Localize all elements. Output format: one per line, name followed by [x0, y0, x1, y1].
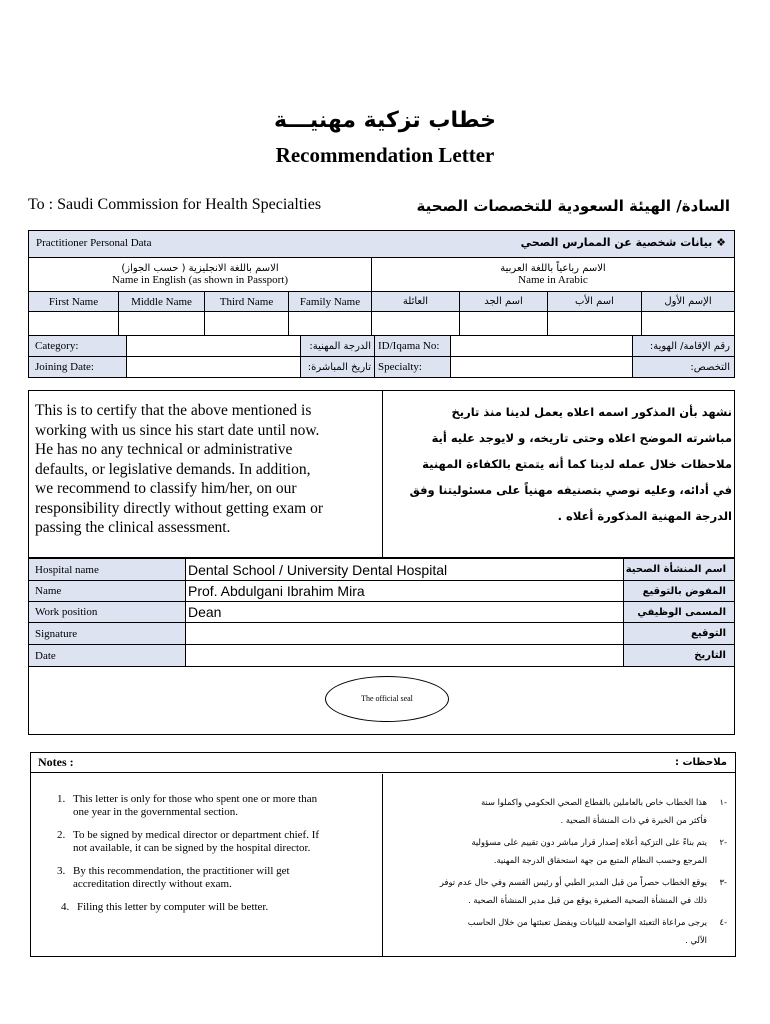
official-seal [325, 676, 449, 722]
signer-name-label: Name [29, 581, 186, 602]
certify-ar-line: مباشرته الموضح اعلاه وحتى تاريخه، و لايوجد عليه أية [431, 431, 732, 445]
father-name-ar-field[interactable] [548, 312, 642, 336]
diamond-bullet-icon: ❖ [716, 236, 726, 249]
family-name-field[interactable] [289, 312, 372, 336]
note-number: 4. [61, 901, 70, 913]
hospital-name-label-ar: اسم المنشأة الصحية [624, 559, 735, 581]
note-number-ar: -٤ [719, 917, 727, 927]
note-line: not available, it can be signed by the hospital director. [73, 842, 311, 854]
note-line-ar: الآلي . [685, 935, 707, 945]
note-item-ar [389, 913, 727, 949]
joining-date-label-ar: تاريخ المباشرة: [301, 357, 375, 378]
note-text [77, 901, 379, 914]
hospital-name-value[interactable]: Dental School / University Dental Hospital [186, 559, 624, 581]
title-english: Recommendation Letter [275, 143, 495, 167]
certify-arabic [387, 399, 732, 529]
certify-ar-line: الدرجة المهنية المذكورة أعلاه . [557, 509, 732, 523]
note-number: 2. [57, 829, 66, 841]
grandfather-name-ar-field[interactable] [460, 312, 548, 336]
certify-en-line: passing the clinical assessment. [35, 519, 231, 536]
notes-divider [382, 774, 383, 956]
name-table [28, 257, 735, 336]
signature-label-ar: التوقيع [624, 623, 735, 645]
note-item [57, 901, 379, 914]
certify-en-line: responsibility directly without getting exam or [35, 499, 323, 517]
note-item [57, 793, 379, 819]
certify-ar-line: في أدائه، وعليه نوصي بتصنيفه مهنياً على مسئوليتنا وفق [409, 483, 732, 497]
note-item-ar [389, 833, 727, 869]
joining-date-field[interactable] [127, 357, 301, 378]
note-text [73, 793, 379, 819]
date-label: Date [29, 645, 186, 667]
third-name-field[interactable] [205, 312, 289, 336]
note-line-ar: يتم بناءً على التزكية أعلاه إصدار قرار مباشر دون تقييم على مسؤولية [471, 837, 707, 847]
first-name-ar-field[interactable] [642, 312, 735, 336]
col-third-name: Third Name [205, 292, 289, 312]
note-text [73, 865, 379, 891]
notes-english [57, 793, 379, 914]
note-line-ar: فأكثر من الخبرة في ذات المنشأة الصحية . [560, 815, 707, 825]
col-middle-name: Middle Name [119, 292, 205, 312]
note-line: Filing this letter by computer will be better. [77, 901, 269, 913]
specialty-field[interactable] [451, 357, 633, 378]
note-line: one year in the governmental section. [73, 806, 238, 818]
note-text-ar [389, 913, 707, 949]
id-label-ar: رقم الإقامة/ الهوية: [633, 336, 735, 357]
col-family-name-ar: العائلة [372, 292, 460, 312]
date-label-ar: التاريخ [624, 645, 735, 667]
category-field[interactable] [127, 336, 301, 357]
notes-heading-en: Notes : [38, 755, 74, 769]
notes-header [31, 753, 735, 773]
note-number-ar: -٢ [719, 837, 727, 847]
note-line: This letter is only for those who spent one or more than [73, 793, 318, 805]
note-number: 1. [57, 793, 66, 805]
certify-en-line: He has no any technical or administrative [35, 441, 293, 458]
work-position-value[interactable]: Dean [186, 602, 624, 623]
note-text [73, 829, 379, 855]
note-number: 3. [57, 865, 66, 877]
note-line: To be signed by medical director or department chief. If [73, 829, 320, 841]
name-english-header-en: Name in English (as shown in Passport) [112, 274, 288, 286]
certify-english [29, 391, 383, 557]
name-arabic-header-ar: الاسم رباعياً باللغة العربية [500, 263, 606, 274]
name-english-header [29, 258, 372, 292]
category-table [28, 335, 735, 378]
note-line: accreditation directly without exam. [73, 878, 232, 890]
category-label-ar: الدرجة المهنية: [301, 336, 375, 357]
work-position-label-ar: المسمى الوظيفي [624, 602, 735, 623]
id-field[interactable] [451, 336, 633, 357]
note-line-ar: المرجع وحسب النظام المتبع من جهة استحقاق الدرجة المهنية. [493, 855, 707, 865]
to-english: To : Saudi Commission for Health Specialties [28, 196, 322, 213]
note-line-ar: يوقع الخطاب حصراً من قبل المدير الطبي أو رئيس القسم وفي حال عدم توفر [439, 877, 707, 887]
certify-en-line: This is to certify that the above mentioned is [35, 402, 312, 419]
title-arabic: خطاب تزكية مهنيـــة [273, 108, 497, 133]
note-item-ar [389, 873, 727, 909]
signature-label: Signature [29, 623, 186, 645]
col-grandfather-name-ar: اسم الجد [460, 292, 548, 312]
joining-date-label: Joining Date: [29, 357, 127, 378]
notes-section [30, 752, 736, 957]
signature-value[interactable] [186, 623, 624, 645]
hospital-table [28, 558, 735, 667]
first-name-field[interactable] [29, 312, 119, 336]
work-position-label: Work position [29, 602, 186, 623]
to-arabic: السادة/ الهيئة السعودية للتخصصات الصحية [416, 197, 730, 215]
note-item [57, 865, 379, 891]
seal-label: The official seal [361, 694, 413, 703]
specialty-label-ar: التخصص: [633, 357, 735, 378]
note-line-ar: يرجى مراعاة التعبئة الواضحة للبيانات ويفضل تعبئتها من خلال الحاسب [467, 917, 707, 927]
note-number-ar: -١ [719, 797, 727, 807]
note-text-ar [389, 793, 707, 829]
middle-name-field[interactable] [119, 312, 205, 336]
note-number-ar: -٣ [719, 877, 727, 887]
note-item [57, 829, 379, 855]
note-text-ar [389, 873, 707, 909]
seal-area [28, 666, 735, 735]
col-father-name-ar: اسم الأب [548, 292, 642, 312]
hospital-name-label: Hospital name [29, 559, 186, 581]
specialty-label: Specialty: [375, 357, 451, 378]
id-label: ID/Iqama No: [375, 336, 451, 357]
note-line: By this recommendation, the practitioner will get [73, 865, 290, 877]
personal-heading-en: Practitioner Personal Data [36, 237, 152, 249]
col-first-name-ar: الإسم الأول [642, 292, 735, 312]
date-value[interactable] [186, 645, 624, 667]
certify-ar-line: نشهد بأن المذكور اسمه اعلاه يعمل لدينا منذ تاريخ [451, 405, 732, 419]
note-line-ar: ذلك في المنشأة الصحية الصغيرة يوقع من قبل مدير المنشأة الصحية . [468, 895, 707, 905]
name-arabic-header [372, 258, 735, 292]
col-first-name: First Name [29, 292, 119, 312]
notes-heading-ar: ملاحظات : [674, 757, 727, 768]
signer-name-value[interactable]: Prof. Abdulgani Ibrahim Mira [186, 581, 624, 602]
name-arabic-header-en: Name in Arabic [518, 274, 588, 286]
family-name-ar-field[interactable] [372, 312, 460, 336]
personal-heading-ar [521, 236, 726, 249]
certify-en-line: defaults, or legislative demands. In addition, [35, 460, 311, 478]
note-line-ar: هذا الخطاب خاص بالعاملين بالقطاع الصحي الحكومي واكملوا سنة [481, 797, 707, 807]
signer-name-label-ar: المفوض بالتوقيع [624, 581, 735, 602]
personal-heading-ar-text: بيانات شخصية عن الممارس الصحي [520, 236, 713, 249]
certify-en-line: we recommend to classify him/her, on our [35, 480, 297, 497]
certify-ar-line: ملاحظات خلال عمله لدينا كما أنه يتمتع بالكفاءة المهنية [422, 457, 732, 471]
note-text-ar [389, 833, 707, 869]
notes-arabic [389, 793, 727, 949]
note-item-ar [389, 793, 727, 829]
name-english-header-ar: الاسم باللغة الانجليزية ( حسب الجواز) [121, 263, 279, 274]
category-label: Category: [29, 336, 127, 357]
certify-section [28, 390, 735, 558]
certify-en-line: working with us since his start date until now. [35, 421, 320, 439]
col-family-name: Family Name [289, 292, 372, 312]
